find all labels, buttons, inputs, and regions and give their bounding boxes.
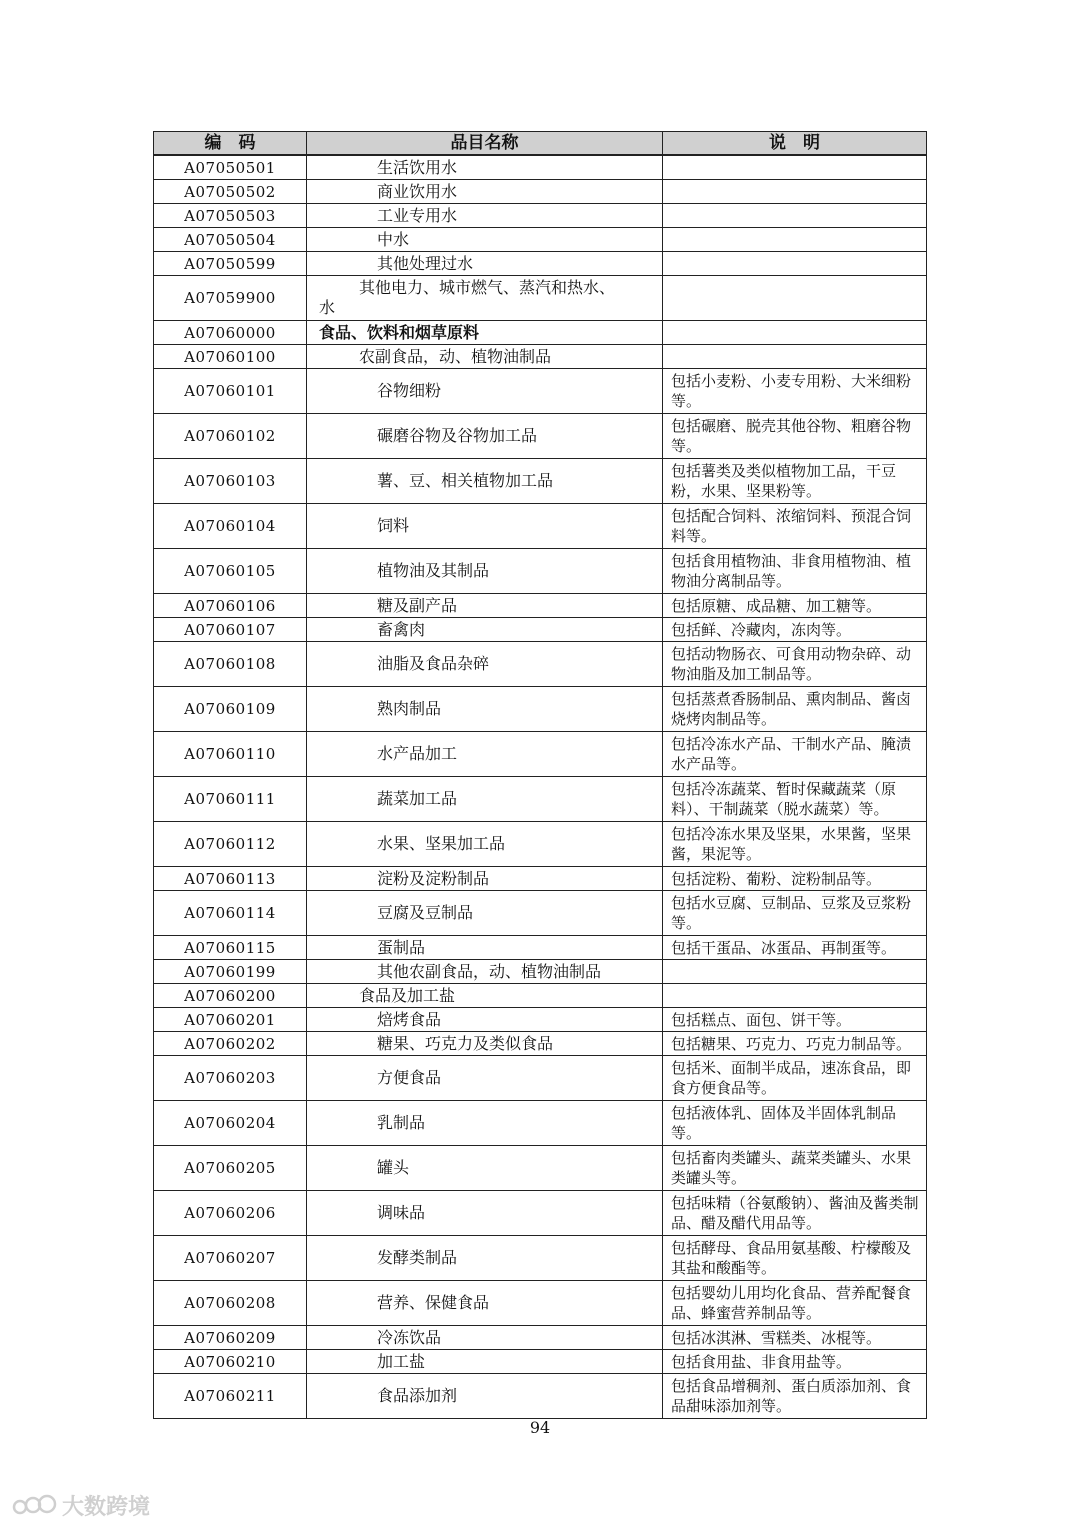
row-desc: 包括干蛋品、冰蛋品、再制蛋等。	[663, 936, 927, 960]
row-desc: 包括冰淇淋、雪糕类、冰棍等。	[663, 1326, 927, 1350]
row-desc: 包括糕点、面包、饼干等。	[663, 1008, 927, 1032]
table-row	[154, 321, 927, 345]
row-name: 中水	[307, 228, 663, 252]
row-code: A07060000	[154, 321, 307, 345]
logo-icon	[12, 1492, 58, 1518]
row-name: 谷物细粉	[307, 369, 663, 414]
row-name: 植物油及其制品	[307, 549, 663, 594]
table-row	[154, 180, 927, 204]
row-desc: 包括原糖、成品糖、加工糖等。	[663, 594, 927, 618]
row-code: A07060114	[154, 891, 307, 936]
row-desc	[663, 984, 927, 1008]
row-name: 淀粉及淀粉制品	[307, 867, 663, 891]
row-name: 工业专用水	[307, 204, 663, 228]
row-desc: 包括食用植物油、非食用植物油、植物油分离制品等。	[663, 549, 927, 594]
row-name: 熟肉制品	[307, 687, 663, 732]
table-row	[154, 276, 927, 321]
row-code: A07050503	[154, 204, 307, 228]
table-row	[154, 1056, 927, 1101]
row-desc	[663, 345, 927, 369]
row-desc	[663, 252, 927, 276]
watermark-text: 大数跨境	[62, 1494, 151, 1520]
header-name: 品目名称	[307, 132, 663, 156]
row-desc: 包括婴幼儿用均化食品、营养配餐食品、蜂蜜营养制品等。	[663, 1281, 927, 1326]
row-desc: 包括冷冻蔬菜、暂时保藏蔬菜（原料）、干制蔬菜（脱水蔬菜）等。	[663, 777, 927, 822]
row-name: 糖及副产品	[307, 594, 663, 618]
table-row	[154, 1008, 927, 1032]
row-desc: 包括配合饲料、浓缩饲料、预混合饲料等。	[663, 504, 927, 549]
table-row	[154, 984, 927, 1008]
row-name: 水产品加工	[307, 732, 663, 777]
row-desc: 包括动物肠衣、可食用动物杂碎、动物油脂及加工制品等。	[663, 642, 927, 687]
row-code: A07060209	[154, 1326, 307, 1350]
row-code: A07060207	[154, 1236, 307, 1281]
table-row	[154, 414, 927, 459]
row-desc	[663, 228, 927, 252]
row-code: A07060206	[154, 1191, 307, 1236]
table-row	[154, 777, 927, 822]
table-row	[154, 1374, 927, 1419]
row-code: A07050599	[154, 252, 307, 276]
row-code: A07050501	[154, 155, 307, 180]
row-name: 碾磨谷物及谷物加工品	[307, 414, 663, 459]
row-desc: 包括冷冻水果及坚果，水果酱，坚果酱，果泥等。	[663, 822, 927, 867]
table-row	[154, 1191, 927, 1236]
row-desc: 包括蒸煮香肠制品、熏肉制品、酱卤烧烤肉制品等。	[663, 687, 927, 732]
row-code: A07060204	[154, 1101, 307, 1146]
row-name: 食品及加工盐	[307, 984, 663, 1008]
row-name: 加工盐	[307, 1350, 663, 1374]
row-desc	[663, 321, 927, 345]
row-code: A07060111	[154, 777, 307, 822]
row-name: 营养、保健食品	[307, 1281, 663, 1326]
row-desc	[663, 960, 927, 984]
table-row	[154, 1281, 927, 1326]
table-header-row	[154, 132, 927, 156]
row-name-line: 其他电力、城市燃气、蒸汽和热水、	[359, 278, 616, 297]
row-desc: 包括淀粉、葡粉、淀粉制品等。	[663, 867, 927, 891]
table-row	[154, 687, 927, 732]
page-number: 94	[529, 1418, 551, 1437]
row-name: 畜禽肉	[307, 618, 663, 642]
table-row	[154, 642, 927, 687]
table-row	[154, 549, 927, 594]
row-code: A07060100	[154, 345, 307, 369]
row-code: A07060112	[154, 822, 307, 867]
table-body	[154, 155, 927, 1419]
row-name: 薯、豆、相关植物加工品	[307, 459, 663, 504]
row-desc: 包括冷冻水产品、干制水产品、腌渍水产品等。	[663, 732, 927, 777]
table-row	[154, 345, 927, 369]
row-name: 冷冻饮品	[307, 1326, 663, 1350]
table-row	[154, 1101, 927, 1146]
row-desc: 包括液体乳、固体及半固体乳制品等。	[663, 1101, 927, 1146]
table-row	[154, 252, 927, 276]
row-name: 油脂及食品杂碎	[307, 642, 663, 687]
row-desc: 包括食品增稠剂、蛋白质添加剂、食品甜味添加剂等。	[663, 1374, 927, 1419]
table-row	[154, 1032, 927, 1056]
row-name: 商业饮用水	[307, 180, 663, 204]
row-name: 蔬菜加工品	[307, 777, 663, 822]
row-code: A07050502	[154, 180, 307, 204]
watermark	[12, 1490, 150, 1520]
row-code: A07060108	[154, 642, 307, 687]
row-desc: 包括食用盐、非食用盐等。	[663, 1350, 927, 1374]
table-row	[154, 155, 927, 180]
row-code: A07060202	[154, 1032, 307, 1056]
row-name: 饲料	[307, 504, 663, 549]
row-code: A07059900	[154, 276, 307, 321]
table-row	[154, 1326, 927, 1350]
row-name: 发酵类制品	[307, 1236, 663, 1281]
row-name: 豆腐及豆制品	[307, 891, 663, 936]
row-code: A07060107	[154, 618, 307, 642]
row-code: A07060104	[154, 504, 307, 549]
row-name: 生活饮用水	[307, 155, 663, 180]
row-desc: 包括米、面制半成品，速冻食品，即食方便食品等。	[663, 1056, 927, 1101]
row-name: 水果、坚果加工品	[307, 822, 663, 867]
table-row	[154, 594, 927, 618]
row-desc: 包括畜肉类罐头、蔬菜类罐头、水果类罐头等。	[663, 1146, 927, 1191]
row-desc: 包括酵母、食品用氨基酸、柠檬酸及其盐和酸酯等。	[663, 1236, 927, 1281]
row-code: A07050504	[154, 228, 307, 252]
row-desc	[663, 204, 927, 228]
table-row	[154, 936, 927, 960]
table-row	[154, 1146, 927, 1191]
row-desc: 包括水豆腐、豆制品、豆浆及豆浆粉等。	[663, 891, 927, 936]
row-desc: 包括味精（谷氨酸钠）、酱油及酱类制品、醋及醋代用品等。	[663, 1191, 927, 1236]
row-code: A07060203	[154, 1056, 307, 1101]
row-code: A07060201	[154, 1008, 307, 1032]
row-desc: 包括薯类及类似植物加工品，干豆粉，水果、坚果粉等。	[663, 459, 927, 504]
row-name	[307, 276, 663, 321]
table-row	[154, 459, 927, 504]
header-desc: 说 明	[663, 132, 927, 156]
row-name-line: 水	[319, 298, 336, 317]
row-name: 其他农副食品，动、植物油制品	[307, 960, 663, 984]
row-desc: 包括小麦粉、小麦专用粉、大米细粉等。	[663, 369, 927, 414]
row-code: A07060105	[154, 549, 307, 594]
row-desc: 包括糖果、巧克力、巧克力制品等。	[663, 1032, 927, 1056]
table-row	[154, 822, 927, 867]
table-row	[154, 204, 927, 228]
table-row	[154, 1350, 927, 1374]
row-code: A07060110	[154, 732, 307, 777]
row-name: 焙烤食品	[307, 1008, 663, 1032]
row-code: A07060101	[154, 369, 307, 414]
row-desc: 包括碾磨、脱壳其他谷物、粗磨谷物等。	[663, 414, 927, 459]
row-code: A07060200	[154, 984, 307, 1008]
table-row	[154, 618, 927, 642]
row-code: A07060208	[154, 1281, 307, 1326]
row-name: 乳制品	[307, 1101, 663, 1146]
table-row	[154, 960, 927, 984]
row-code: A07060106	[154, 594, 307, 618]
row-code: A07060102	[154, 414, 307, 459]
row-code: A07060115	[154, 936, 307, 960]
row-code: A07060205	[154, 1146, 307, 1191]
row-code: A07060210	[154, 1350, 307, 1374]
catalog-table	[153, 131, 927, 1419]
row-name: 罐头	[307, 1146, 663, 1191]
row-code: A07060211	[154, 1374, 307, 1419]
row-name: 食品添加剂	[307, 1374, 663, 1419]
header-code: 编 码	[154, 132, 307, 156]
row-name: 食品、饮料和烟草原料	[307, 321, 663, 345]
table-row	[154, 369, 927, 414]
row-name: 其他处理过水	[307, 252, 663, 276]
row-code: A07060113	[154, 867, 307, 891]
row-code: A07060103	[154, 459, 307, 504]
table-row	[154, 1236, 927, 1281]
row-name: 农副食品，动、植物油制品	[307, 345, 663, 369]
row-desc	[663, 276, 927, 321]
row-name: 方便食品	[307, 1056, 663, 1101]
row-name: 糖果、巧克力及类似食品	[307, 1032, 663, 1056]
row-name: 调味品	[307, 1191, 663, 1236]
row-desc	[663, 155, 927, 180]
row-code: A07060199	[154, 960, 307, 984]
table-row	[154, 732, 927, 777]
table-row	[154, 891, 927, 936]
table-row	[154, 504, 927, 549]
table-row	[154, 867, 927, 891]
table-row	[154, 228, 927, 252]
row-code: A07060109	[154, 687, 307, 732]
row-desc	[663, 180, 927, 204]
row-desc: 包括鲜、冷藏肉，冻肉等。	[663, 618, 927, 642]
row-name: 蛋制品	[307, 936, 663, 960]
